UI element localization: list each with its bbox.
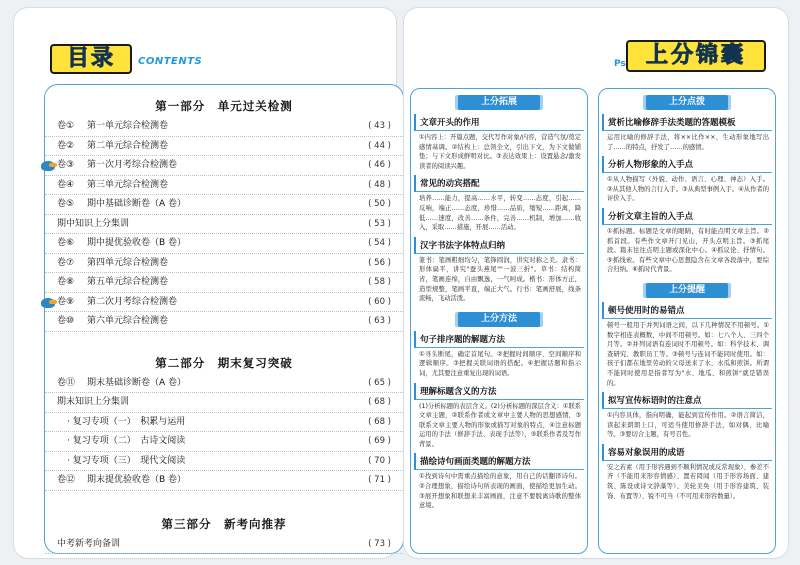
toc-page-number: ( 50 ) xyxy=(368,199,391,209)
toc-page-number: ( 43 ) xyxy=(368,121,391,131)
bird-icon xyxy=(41,298,55,308)
topic-heading: 拟写宣传标语时的注意点 xyxy=(602,392,772,409)
toc-page-number: ( 68 ) xyxy=(368,397,391,407)
part-title: 第三部分 新考向推荐 xyxy=(161,516,287,531)
toc-entry[interactable] xyxy=(45,452,403,472)
tips-title-text: 上分锦囊 xyxy=(645,43,746,68)
section-banner: 上分拓展 xyxy=(458,95,540,110)
topic-heading: 分析文章主旨的入手点 xyxy=(602,208,772,225)
toc-entry-title: 第二单元综合检测卷 xyxy=(87,140,169,151)
topic-heading: 顿号使用时的易错点 xyxy=(602,302,772,319)
toc-volume-number: 卷⑫ xyxy=(57,475,76,485)
toc-volume-number: 卷⑧ xyxy=(57,277,75,287)
section-banner: 上分点拨 xyxy=(646,95,728,110)
topic-heading: 句子排序题的解题方法 xyxy=(414,331,584,348)
toc-entry[interactable] xyxy=(45,413,403,433)
toc-volume-number: 卷④ xyxy=(57,179,75,190)
toc-entry-title: · 复习专项（一） 积累与运用 xyxy=(67,416,186,427)
toc-entry[interactable] xyxy=(45,293,403,313)
toc-page-number: ( 60 ) xyxy=(368,296,391,307)
toc-entry-title: 第三单元综合检测卷 xyxy=(87,179,169,190)
toc-entry-title: · 复习专项（二） 古诗文阅读 xyxy=(67,436,186,446)
toc-page-number: ( 56 ) xyxy=(368,257,391,268)
toc-entry[interactable] xyxy=(45,117,403,137)
toc-entry-title: 第四单元综合检测卷 xyxy=(87,257,169,268)
bird-icon xyxy=(41,161,55,171)
toc-entry-title: 期中提优验收卷（B 卷） xyxy=(87,238,187,248)
toc-page xyxy=(14,8,396,558)
toc-title-badge: 目录 xyxy=(50,44,132,74)
toc-entry-title: 期末基础诊断卷（A 卷） xyxy=(87,377,187,388)
toc-page-number: ( 48 ) xyxy=(368,179,391,190)
topic-heading: 理解标题含义的方法 xyxy=(414,383,584,400)
toc-volume-number: 卷② xyxy=(57,140,75,151)
topic-heading: 赏析比喻修辞手法类题的答题模板 xyxy=(602,114,772,131)
toc-entry[interactable] xyxy=(45,312,403,332)
topic-heading: 常见的动宾搭配 xyxy=(414,175,584,192)
topic-heading: 汉字书法字体特点归纳 xyxy=(414,237,584,254)
toc-volume-number: 卷⑩ xyxy=(57,316,75,326)
toc-entry[interactable] xyxy=(45,215,403,235)
toc-page-number: ( 54 ) xyxy=(368,238,391,248)
toc-page-number: ( 71 ) xyxy=(368,475,391,485)
topic-text: ①抓标题。标题是文章的眼睛，有时能点明文章主旨。②抓首段。有些作文章开门见山，开头点明主旨。③抓尾段。篇末往往点明主题或深化中心。④抓议论、抒情句。⑤抓线索。有些文章中心思想隐含在文章各段落中，要综合归纳。⑥抓时代背景。 xyxy=(607,227,769,274)
section-banner: 上分方法 xyxy=(458,312,540,327)
tips-title-prefix: Ps xyxy=(614,59,626,69)
toc-volume-number: 卷① xyxy=(57,121,75,131)
toc-entry[interactable] xyxy=(45,234,403,254)
toc-page-number: ( 58 ) xyxy=(368,277,391,287)
toc-page-number: ( 70 ) xyxy=(368,455,391,466)
topic-text: 运用比喻的修辞手法，将××比作××，生动形象地写出了……的特点，抒发了……的感情。 xyxy=(607,134,769,151)
toc-page-number: ( 53 ) xyxy=(368,218,391,229)
topic-text: 安之若素（用于形容遇到不顺利情况或反常现象）、参差不齐（不能用来形容情感）、置若罔闻（用于形容场面、建筑、陈设或诗文辞藻等）、美轮美奂（用于形容建筑、装饰、布置等）、锐不可当（不可用来形容数量）。 xyxy=(607,463,769,500)
toc-entry-title: 第二次月考综合检测卷 xyxy=(87,296,178,307)
toc-page-number: ( 44 ) xyxy=(368,140,391,151)
toc-entry-title: 第六单元综合检测卷 xyxy=(87,316,169,326)
toc-page-number: ( 69 ) xyxy=(368,436,391,446)
tips-column-right xyxy=(598,88,776,554)
toc-page-number: ( 68 ) xyxy=(368,416,391,427)
topic-text: ①内容上：开篇点题，交代写作对象/内容，营造气氛/奠定感情基调。②结构上：总领全文，引出下文，为下文做铺垫；与下文形成鲜明对比。③表达效果上：设置悬念/激发读者的阅读兴趣。 xyxy=(419,134,581,170)
tips-page xyxy=(404,8,788,558)
topic-text: (1)分析标题的表层含义。(2)分析标题的深层含义：①联系文章主题，②联系作者或文章中主要人物的思想感情，③联系文章主要人物的形象或描写对象的特点，④注意标题运用的手法（修辞手法、表现手法等），⑤联系作者及写作背景。 xyxy=(419,402,582,448)
toc-entry-title: 期末提优验收卷（B 卷） xyxy=(87,475,187,485)
topic-heading: 文章开头的作用 xyxy=(414,114,584,131)
toc-entry-title: 中考新考向备训 xyxy=(57,538,121,549)
toc-volume-number: 卷⑥ xyxy=(57,238,75,248)
toc-entry-title: 期中基础诊断卷（A 卷） xyxy=(87,199,187,209)
toc-entry-title: 期末知识上分集训 xyxy=(57,397,130,407)
toc-entry-title: 第一单元综合检测卷 xyxy=(87,121,169,131)
toc-volume-number: 卷⑦ xyxy=(57,257,75,268)
topic-text: 培养……能力，提高……水平，转变……态度，引起……反响，端正……态度，珍惜……品质，缩短……距离，降低……速度，改善……条件，完善……机制，增加……收入，采取……措施，开展……活动。 xyxy=(419,195,581,232)
toc-entry-title: · 复习专项（三） 现代文阅读 xyxy=(67,455,186,466)
tips-title-badge xyxy=(614,40,766,72)
toc-entry[interactable] xyxy=(45,195,403,215)
topic-heading: 分析人物形象的入手点 xyxy=(602,156,772,173)
toc-entry[interactable] xyxy=(45,432,403,452)
toc-entry[interactable] xyxy=(45,156,403,176)
toc-page-number: ( 65 ) xyxy=(368,377,391,388)
topic-heading: 容易对象误用的成语 xyxy=(602,444,772,461)
toc-volume-number: 卷⑨ xyxy=(57,296,75,307)
toc-entry-title: 期中知识上分集训 xyxy=(57,218,130,229)
toc-entry[interactable] xyxy=(45,273,403,293)
topic-heading: 描绘诗句画面类题的解题方法 xyxy=(414,453,584,470)
toc-entry[interactable] xyxy=(45,393,403,413)
toc-volume-number: 卷⑪ xyxy=(57,377,76,388)
toc-panel xyxy=(44,84,404,554)
tips-column-left xyxy=(410,88,588,554)
topic-text: 篆书：笔画粗细均匀，笔锋圆润，讲究对称之美。隶书：形体扁平，讲究"蚕头燕尾""一波三折"。草书：结构简省，笔画连绵，自由飘逸，一气呵成。楷书：形体方正，造型规整，笔画平直，端正大气。行书：笔画舒展，线条流畅，飞动活泼。 xyxy=(419,256,581,303)
toc-entry[interactable] xyxy=(45,471,403,491)
toc-volume-number: 卷③ xyxy=(57,160,75,170)
toc-page-number: ( 73 ) xyxy=(368,538,391,549)
toc-entry[interactable] xyxy=(45,254,403,274)
toc-entry[interactable] xyxy=(45,535,403,555)
toc-volume-number: 卷⑤ xyxy=(57,199,75,209)
part-title: 第一部分 单元过关检测 xyxy=(155,99,293,113)
topic-text: ①内容具体，指向明确，能起到宣传作用。②语言简洁，读起来朗朗上口，可适当使用修辞手法，如对偶、比喻等。③要切合主题，有号召性。 xyxy=(607,412,769,439)
part-title: 第二部分 期末复习突破 xyxy=(155,355,293,370)
toc-entry-title: 第五单元综合检测卷 xyxy=(87,277,169,287)
toc-page-number: ( 46 ) xyxy=(368,160,391,170)
toc-entry[interactable] xyxy=(45,176,403,196)
topic-text: ①寻头断尾，确定首尾句。②把握时间顺序、空间顺序和逻辑顺序。③把握关联词语的搭配。④把握话题和指示词，尤其要注意重复出现的词语。 xyxy=(419,350,581,377)
toc-subtitle: CONTENTS xyxy=(138,56,203,67)
section-banner: 上分提醒 xyxy=(646,283,728,298)
toc-entry[interactable] xyxy=(45,374,403,394)
topic-text: ①找到诗句中需重点描绘的意象，用自己的话翻译诗句。②合理想象，描绘诗句所表现的画面，使描绘更加生动。③展开想象和联想来丰富画面，注意不要脱离诗歌的整体意境。 xyxy=(419,473,581,510)
topic-text: ①从人物描写（外貌、动作、语言、心理、神态）入手。②从其他人物的言行入手。③从典型事例入手。④从作者的评价入手。 xyxy=(607,176,769,203)
toc-entry-title: 第一次月考综合检测卷 xyxy=(87,160,178,170)
toc-entry[interactable] xyxy=(45,137,403,157)
toc-page-number: ( 63 ) xyxy=(368,316,391,326)
topic-text: 顿号一般用于并列词语之间，以下几种情况不用顿号。①数字相连表概数，中间不用顿号。如：七八个人、三四个月等。②并列词语有连词时不用顿号。如：科学技术、调查研究、教职员工等。③顿号与连词不能同时使用。如：孩子们都在地里劳动的父母送来了水、水瓜和煎饼。所谓不能同时使用是指者写为"水、地瓜、和煎饼"就是错误的。 xyxy=(607,321,769,387)
